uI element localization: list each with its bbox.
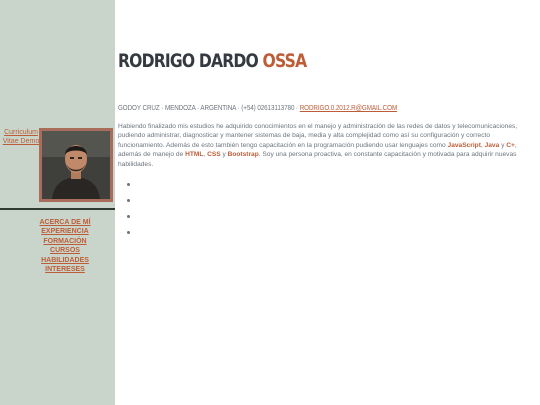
nav-item-acerca[interactable]: ACERCA DE MÍ xyxy=(39,219,91,226)
summary-text: , xyxy=(203,151,208,159)
nav-item-intereses[interactable]: INTERESES xyxy=(45,266,85,274)
skill-c-plus: C+ xyxy=(506,141,515,149)
about-section xyxy=(118,0,532,405)
nav-item-cursos[interactable]: CURSOS xyxy=(50,247,80,255)
nav-item-habilidades[interactable]: HABILIDADES xyxy=(41,256,89,264)
last-name: OSSA xyxy=(262,50,307,72)
sidebar xyxy=(0,0,115,405)
sidebar-divider xyxy=(0,208,115,210)
summary-text: . Soy una persona proactiva, en constante capacitación y motivada para adquirir nuevas habilidades. xyxy=(118,151,517,168)
contact-line xyxy=(118,103,397,112)
sidebar-nav xyxy=(15,218,115,274)
skill-html: HTML xyxy=(185,151,204,159)
summary-text: , xyxy=(480,141,485,149)
summary-text: Habiendo finalizado mis estudios he adquirido conocimientos en el manejo y administración de las redes de datos y telecomunicaciones, pudiendo administrar, diagnosticar y mantener sistemas de baja, media y alta complejidad como así su configuración y correcto funcionamiento. Además de esto también tengo capacitación en la programación pudiendo usar lenguajes como xyxy=(118,123,518,149)
address-text: GODOY CRUZ · MENDOZA · ARGENTINA · (+54) 02613113780 · xyxy=(118,103,299,112)
nav-item-formacion[interactable]: FORMACIÓN xyxy=(43,237,87,245)
skill-javascript: JavaScript xyxy=(447,141,481,149)
profile-avatar xyxy=(39,128,113,202)
nav-item-experiencia[interactable]: EXPERIENCIA xyxy=(41,228,89,236)
page-title xyxy=(118,50,306,72)
skill-bootstrap: Bootstrap xyxy=(227,151,259,159)
summary-text: y xyxy=(499,141,507,149)
summary-text: y xyxy=(220,151,228,159)
skill-css: CSS xyxy=(207,151,221,159)
first-name: RODRIGO DARDO xyxy=(118,50,258,72)
summary-paragraph xyxy=(118,122,524,169)
summary-text: , además de manejo de xyxy=(118,141,517,159)
skill-java: Java xyxy=(484,141,500,149)
brand-link[interactable]: Curriculum Vitae Demo xyxy=(2,129,40,145)
profile-photo-icon xyxy=(42,131,110,199)
email-link[interactable]: RODRIGO.0.2012.R@GMAIL.COM xyxy=(299,103,398,112)
